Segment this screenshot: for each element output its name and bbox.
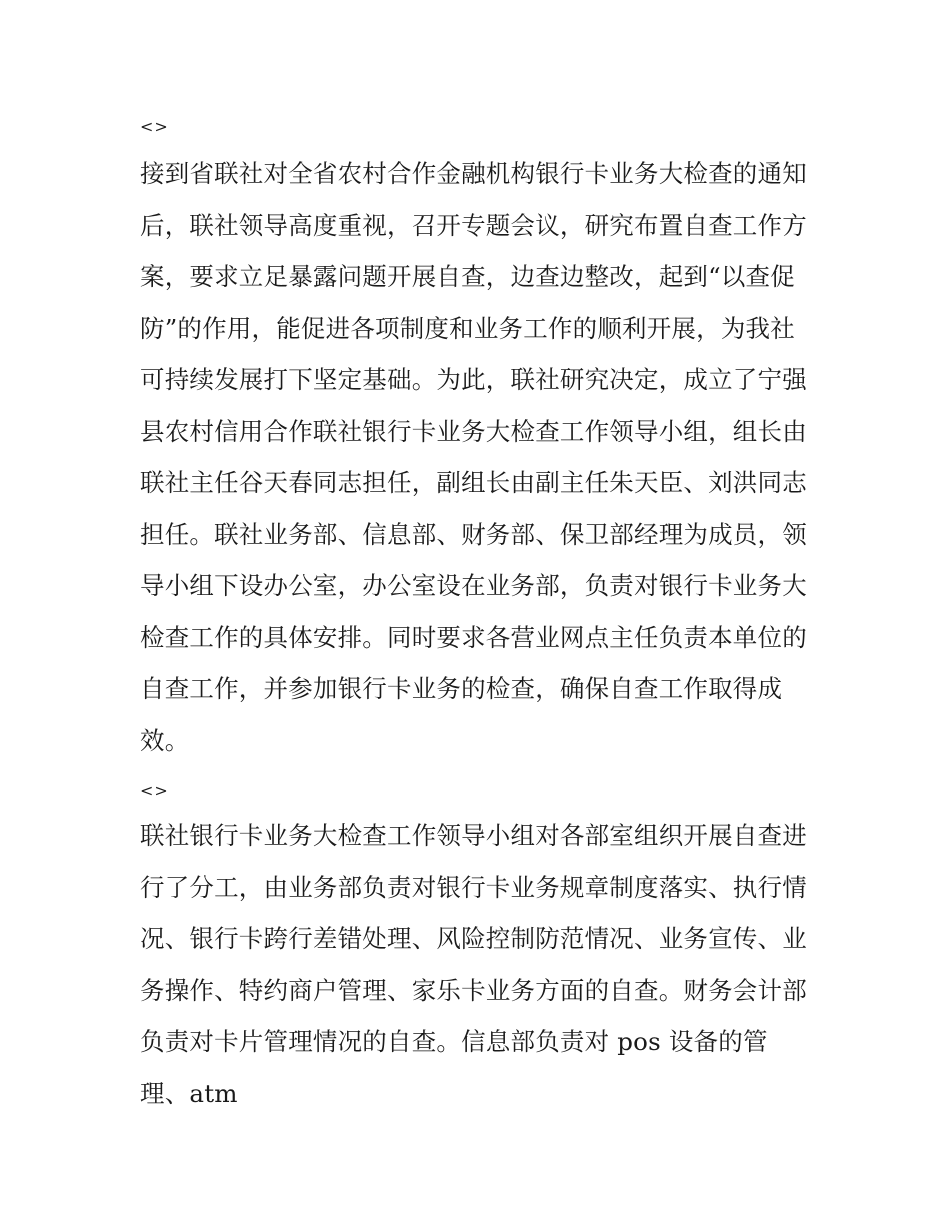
section-marker: <>	[140, 117, 169, 136]
paragraph-2	[140, 810, 820, 1119]
text-line: 务操作、特约商户管理、家乐卡业务方面的自查。财务会计部	[140, 975, 807, 1005]
paragraph-1	[140, 148, 820, 766]
text-line: 理、atm	[140, 1078, 238, 1108]
text-line: 况、银行卡跨行差错处理、风险控制防范情况、业务宣传、业	[140, 924, 807, 953]
section-marker: <>	[140, 781, 169, 800]
text-line: 可持续发展打下坚定基础。为此，联社研究决定，成立了宁强	[140, 365, 807, 394]
text-line: 县农村信用合作联社银行卡业务大检查工作领导小组，组长由	[140, 416, 807, 446]
document-body	[140, 110, 820, 1119]
text-line: 导小组下设办公室，办公室设在业务部，负责对银行卡业务大	[140, 571, 807, 600]
text-line: 效。	[140, 725, 190, 755]
text-line: 防”的作用，能促进各项制度和业务工作的顺利开展，为我社	[140, 313, 795, 343]
text-line: 案，要求立足暴露问题开展自查，边查边整改，起到“以查促	[140, 262, 795, 291]
text-line: 检查工作的具体安排。同时要求各营业网点主任负责本单位的	[140, 622, 807, 652]
text-line: 负责对卡片管理情况的自查。信息部负责对 pos 设备的管	[140, 1027, 768, 1056]
text-line: 后，联社领导高度重视，召开专题会议，研究布置自查工作方	[140, 210, 807, 240]
text-line: 接到省联社对全省农村合作金融机构银行卡业务大检查的通知	[140, 159, 807, 188]
text-line: 行了分工，由业务部负责对银行卡业务规章制度落实、执行情	[140, 872, 807, 902]
text-line: 担任。联社业务部、信息部、财务部、保卫部经理为成员，领	[140, 519, 807, 549]
text-line: 自查工作，并参加银行卡业务的检查，确保自查工作取得成	[140, 674, 783, 703]
text-line: 联社银行卡业务大检查工作领导小组对各部室组织开展自查进	[140, 821, 807, 850]
text-line: 联社主任谷天春同志担任，副组长由副主任朱天臣、刘洪同志	[140, 468, 807, 497]
